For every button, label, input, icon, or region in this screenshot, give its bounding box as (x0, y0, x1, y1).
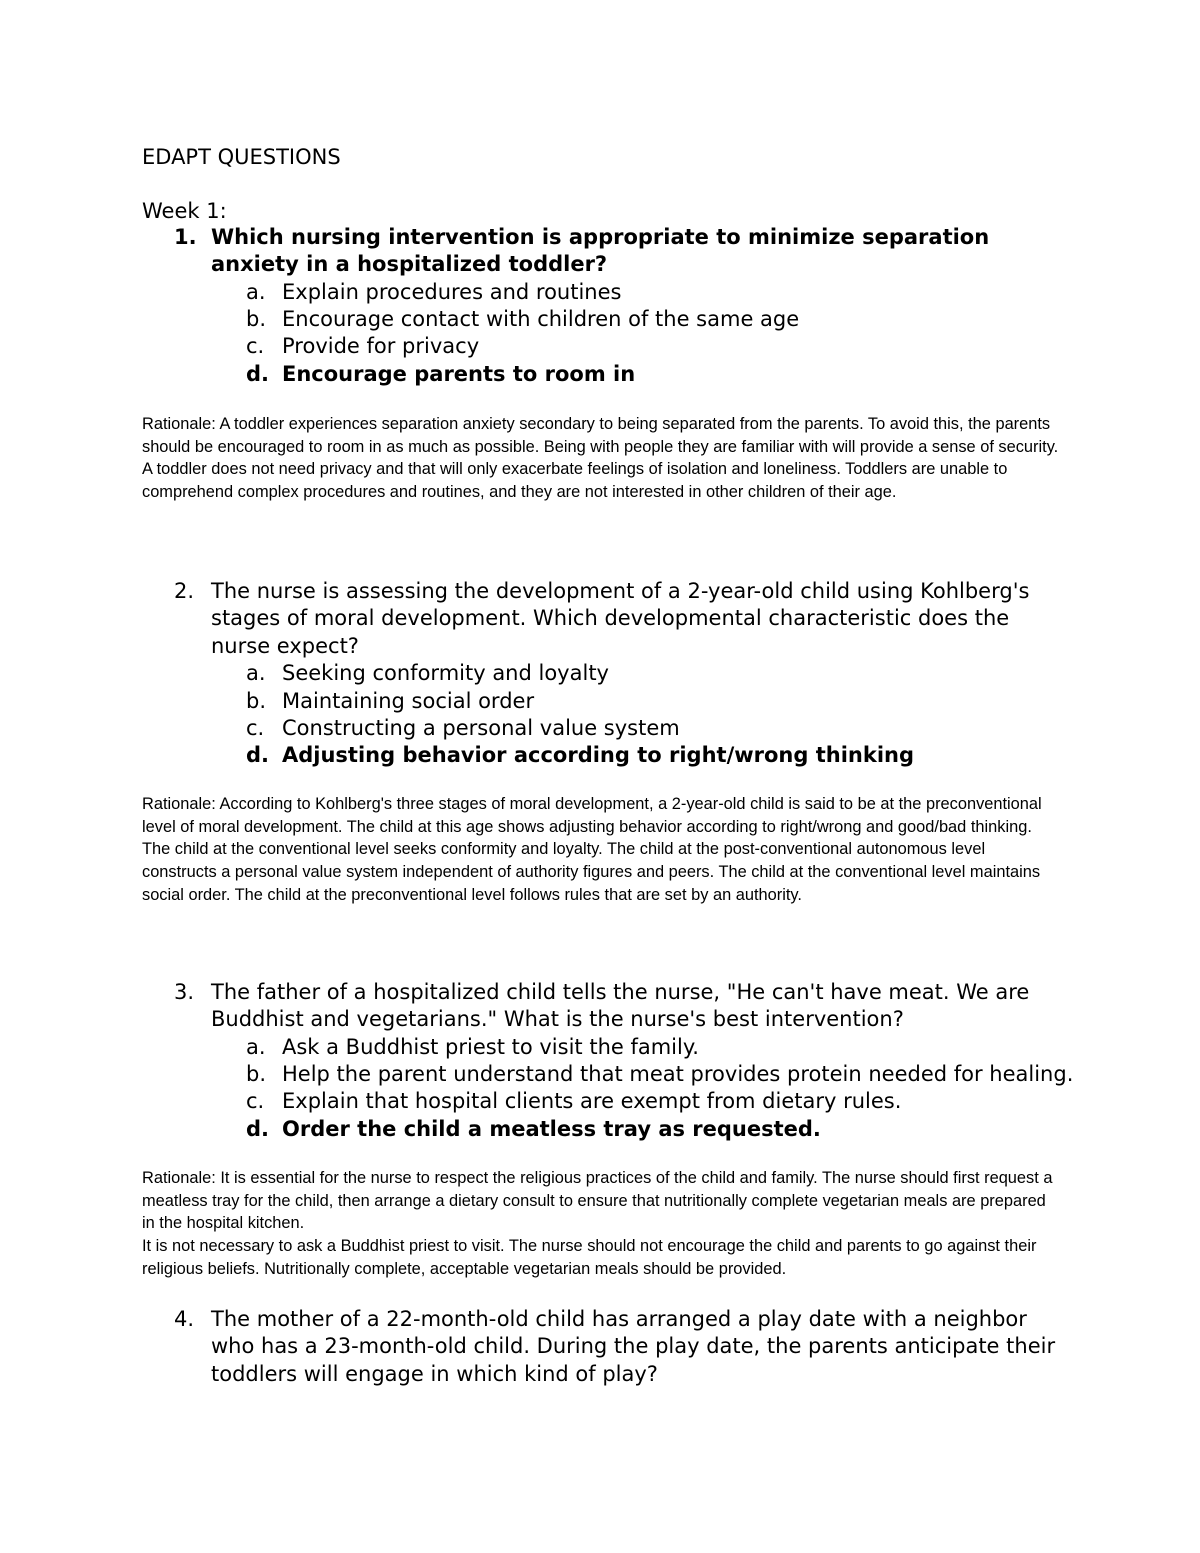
option-text: Constructing a personal value system (282, 715, 680, 740)
question-text: The nurse is assessing the development of a 2-year-old child using Kohlberg's stages of moral development. Which developmental characteristic does the nurse expect? (211, 579, 1030, 658)
rationale-paragraph: Rationale: According to Kohlberg's three stages of moral development, a 2-year-old child is said to be at the preconventional level of moral development. The child at this age shows adjusting behavior according to right/wrong and good/bad thinking. (142, 795, 1042, 836)
question-number: 2. (174, 579, 195, 603)
option-text: Maintaining social order (282, 688, 535, 713)
question-3 (0, 979, 1200, 1143)
option-c (0, 333, 1200, 360)
option-text: Adjusting behavior according to right/wrong thinking (282, 743, 914, 768)
question-number: 4. (174, 1307, 195, 1331)
option-b (0, 688, 1200, 715)
option-a (0, 660, 1200, 687)
option-a (0, 1034, 1200, 1061)
option-d-correct-answer (0, 361, 1200, 388)
option-letter: a. (246, 661, 266, 686)
option-text: Seeking conformity and loyalty (282, 661, 609, 686)
option-b (0, 306, 1200, 333)
option-text: Provide for privacy (282, 334, 480, 359)
option-letter: d. (246, 361, 270, 386)
option-text: Encourage parents to room in (282, 361, 636, 386)
question-2 (0, 578, 1200, 769)
question-number: 3. (174, 980, 195, 1004)
option-text: Order the child a meatless tray as requested. (282, 1116, 821, 1141)
option-text: Help the parent understand that meat provides protein needed for healing. (282, 1062, 1074, 1087)
question-1 (0, 224, 1200, 388)
rationale-paragraph: It is not necessary to ask a Buddhist priest to visit. The nurse should not encourage the child and parents to go against their religious beliefs. Nutritionally complete, acceptable vegetarian meals should be provided. (142, 1237, 1037, 1278)
question-number: 1. (174, 225, 197, 249)
question-stem (0, 578, 1200, 660)
question-4 (0, 1306, 1200, 1388)
week-heading: Week 1: (142, 199, 227, 223)
question-stem (0, 1306, 1200, 1388)
option-letter: b. (246, 688, 267, 713)
option-letter: b. (246, 307, 267, 332)
option-b (0, 1061, 1200, 1088)
option-text: Encourage contact with children of the same age (282, 307, 800, 332)
option-letter: d. (246, 743, 270, 768)
rationale-1 (142, 413, 1062, 504)
rationale-3 (142, 1167, 1062, 1281)
option-d-correct-answer (0, 1116, 1200, 1143)
option-c (0, 1088, 1200, 1115)
question-stem (0, 979, 1200, 1034)
option-text: Explain procedures and routines (282, 279, 622, 304)
rationale-paragraph: Rationale: It is essential for the nurse to respect the religious practices of the child and family. The nurse should first request a meatless tray for the child, then arrange a dietary consult to ensure that nutritionally complete vegetarian meals are prepared in the hospital kitchen. (142, 1169, 1053, 1233)
option-letter: a. (246, 1034, 266, 1059)
option-letter: c. (246, 715, 265, 740)
option-d-correct-answer (0, 742, 1200, 769)
option-text: Ask a Buddhist priest to visit the family. (282, 1034, 699, 1059)
option-letter: c. (246, 334, 265, 359)
question-text: The father of a hospitalized child tells the nurse, "He can't have meat. We are Buddhist and vegetarians." What is the nurse's best intervention? (211, 980, 1030, 1032)
option-a (0, 279, 1200, 306)
option-text: Explain that hospital clients are exempt from dietary rules. (282, 1089, 902, 1114)
rationale-paragraph: The child at the conventional level seeks conformity and loyalty. The child at the post-conventional autonomous level constructs a personal value system independent of authority figures and peers. The child at the conventional level maintains social order. The child at the preconventional level follows rules that are set by an authority. (142, 840, 1041, 904)
question-text: The mother of a 22-month-old child has arranged a play date with a neighbor who has a 23-month-old child. During the play date, the parents anticipate their toddlers will engage in which kind of play? (211, 1307, 1056, 1386)
document-title: EDAPT QUESTIONS (142, 145, 341, 169)
rationale-paragraph: A toddler does not need privacy and that will only exacerbate feelings of isolation and loneliness. Toddlers are unable to comprehend complex procedures and routines, and they are not interested in other children of their age. (142, 460, 1008, 502)
rationale-2 (142, 793, 1062, 907)
question-stem (0, 224, 1200, 279)
option-letter: b. (246, 1062, 267, 1087)
option-letter: a. (246, 279, 266, 304)
rationale-paragraph: Rationale: A toddler experiences separation anxiety secondary to being separated from the parents. To avoid this, the parents should be encouraged to room in as much as possible. Being with people they are familiar with will provide a sense of security. (142, 415, 1059, 456)
option-letter: d. (246, 1116, 270, 1141)
question-text: Which nursing intervention is appropriate to minimize separation anxiety in a hospitalized toddler? (211, 225, 990, 277)
option-c (0, 715, 1200, 742)
option-letter: c. (246, 1089, 265, 1114)
